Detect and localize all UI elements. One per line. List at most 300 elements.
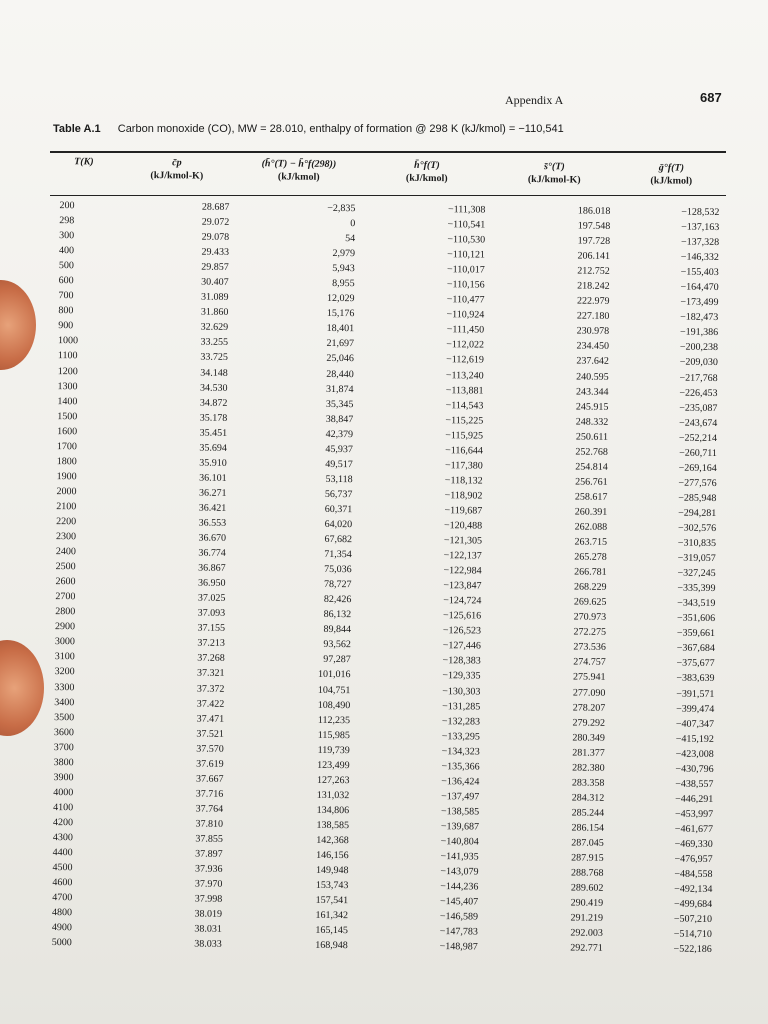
cell-gibbs: −391,571 [676,688,715,700]
cell-enthalpy-formation: −137,497 [441,790,480,803]
cell-enthalpy-formation: −140,804 [440,836,479,848]
cell-enthalpy-formation: −141,935 [440,851,479,863]
cell-temperature: 2200 [56,516,77,528]
cell-cp: 37.716 [195,788,224,800]
cell-enthalpy-change: 21,697 [326,338,355,350]
cell-temperature: 2400 [55,546,76,558]
cell-entropy: 245.915 [575,401,609,413]
cell-entropy: 240.595 [576,371,609,383]
cell-gibbs: −453,997 [674,808,714,820]
cell-gibbs: −319,057 [677,552,716,565]
cell-enthalpy-change: 60,371 [324,503,353,516]
cell-gibbs: −430,796 [675,763,714,775]
cell-enthalpy-change: 161,342 [315,910,349,922]
cell-entropy: 266.781 [574,566,607,578]
cell-enthalpy-change: 45,937 [325,443,353,455]
cell-gibbs: −269,164 [678,462,717,474]
cell-enthalpy-formation: −131,285 [442,700,481,713]
running-head: Appendix A [505,93,564,107]
cell-enthalpy-change: 56,737 [324,488,353,501]
cell-temperature: 5000 [51,937,72,949]
table-caption [53,123,693,135]
cell-temperature: 1400 [57,395,78,407]
cell-enthalpy-formation: −111,450 [446,324,485,336]
cell-entropy: 268.229 [573,581,607,594]
cell-gibbs: −137,163 [681,221,720,234]
cell-temperature: 4400 [52,847,73,859]
cell-gibbs: −399,474 [676,703,715,715]
cell-gibbs: −243,674 [679,417,718,429]
cell-gibbs: −359,661 [676,627,716,640]
cell-cp: 37.521 [196,728,225,740]
cell-enthalpy-change: 168,948 [315,940,348,952]
cell-cp: 29.078 [201,231,230,243]
cell-cp: 37.268 [197,652,225,665]
cell-gibbs: −407,347 [675,718,715,730]
cell-cp: 37.764 [195,803,224,815]
cell-gibbs: −469,330 [674,838,713,850]
cell-enthalpy-change: 49,517 [325,458,353,470]
cell-cp: 36.553 [198,517,227,529]
cell-enthalpy-change: 0 [350,218,356,230]
cell-enthalpy-formation: −145,407 [440,896,479,908]
cell-enthalpy-change: 28,440 [326,368,354,380]
cell-cp: 37.897 [195,848,223,860]
cell-gibbs: −343,519 [677,597,716,610]
cell-gibbs: −191,386 [679,326,719,339]
cell-entropy: 237.642 [576,356,609,368]
cell-gibbs: −164,470 [680,281,719,294]
cell-entropy: 197.728 [577,235,611,247]
cell-enthalpy-formation: −143,079 [440,866,479,878]
finger-top [0,280,36,370]
cell-enthalpy-formation: −117,380 [444,459,483,472]
cell-enthalpy-formation: −119,687 [444,505,483,517]
cell-enthalpy-formation: −147,783 [439,926,478,938]
cell-gibbs: −277,576 [678,477,717,489]
cell-enthalpy-change: 127,263 [316,774,350,786]
cell-temperature: 4100 [53,801,74,814]
col-header-enthalpy-change: (h̄°(T) − h̄°f(298)) (kJ/kmol) [261,158,337,183]
cell-entropy: 254.814 [575,461,608,473]
cell-cp: 29.857 [201,261,229,274]
cell-cp: 37.213 [197,637,225,650]
cell-cp: 38.033 [194,938,222,951]
cell-cp: 37.372 [196,683,225,695]
cell-entropy: 230.978 [576,325,610,338]
cell-entropy: 287.915 [571,852,604,864]
cell-enthalpy-change: 42,379 [325,428,354,440]
cell-temperature: 800 [58,305,74,317]
cell-entropy: 270.973 [573,611,607,624]
cell-enthalpy-formation: −125,616 [442,610,482,622]
cell-cp: 36.271 [198,487,227,499]
cell-entropy: 282.380 [572,762,605,774]
cell-entropy: 291.219 [570,912,604,925]
cell-enthalpy-formation: −132,283 [441,715,481,728]
cell-temperature: 4600 [52,877,73,889]
cell-cp: 35.694 [199,442,227,454]
cell-gibbs: −209,030 [679,357,718,369]
cell-enthalpy-formation: −118,132 [444,475,483,487]
cell-gibbs: −235,087 [679,402,718,414]
cell-cp: 33.255 [200,337,229,349]
cell-enthalpy-formation: −130,303 [442,685,481,698]
cell-cp: 38.031 [194,923,222,936]
cell-temperature: 300 [59,230,75,242]
cell-enthalpy-formation: −112,022 [446,339,485,351]
cell-entropy: 243.344 [575,386,609,398]
cell-enthalpy-formation: −135,366 [441,760,480,773]
cell-entropy: 234.450 [576,340,610,353]
cell-gibbs: −423,008 [675,748,714,760]
cell-cp: 37.970 [194,878,223,890]
cell-cp: 37.321 [197,668,225,680]
cell-gibbs: −335,399 [677,582,716,595]
cell-temperature: 600 [58,275,74,287]
cell-cp: 37.667 [195,773,224,785]
cell-cp: 37.936 [194,863,223,875]
cell-enthalpy-change: 93,562 [323,639,351,651]
cell-entropy: 284.312 [571,792,605,804]
cell-enthalpy-formation: −120,488 [443,520,483,532]
cell-cp: 37.810 [195,818,224,830]
table-top-rule [50,151,726,153]
cell-cp: 37.471 [196,713,225,725]
cell-gibbs: −310,835 [677,537,717,550]
cell-gibbs: −446,291 [675,793,714,805]
cell-cp: 28.687 [201,201,230,213]
cell-temperature: 2600 [55,576,76,588]
cell-enthalpy-change: 153,743 [315,879,349,892]
cell-entropy: 289.602 [570,882,604,894]
cell-temperature: 3300 [54,681,75,693]
cell-entropy: 206.141 [577,250,611,263]
cell-temperature: 2500 [55,561,76,573]
cell-gibbs: −522,186 [673,943,712,956]
cell-enthalpy-change: 115,985 [317,729,350,741]
cell-gibbs: −302,576 [677,522,717,534]
cell-entropy: 186.018 [577,205,611,217]
cell-entropy: 283.358 [571,777,605,789]
cell-enthalpy-formation: −133,295 [441,730,480,743]
cell-temperature: 2300 [55,531,77,543]
cell-cp: 37.025 [197,592,226,605]
cell-temperature: 3000 [54,636,75,648]
cell-enthalpy-change: 12,029 [326,293,355,305]
cell-entropy: 279.292 [572,717,606,729]
cell-enthalpy-change: 25,046 [326,353,354,365]
cell-cp: 36.101 [199,472,227,484]
cell-entropy: 280.349 [572,732,605,744]
cell-entropy: 269.625 [573,596,607,609]
cell-enthalpy-change: 123,499 [317,759,350,771]
cell-gibbs: −200,238 [679,342,719,354]
cell-enthalpy-change: 64,020 [324,518,353,531]
cell-enthalpy-formation: −134,323 [441,745,480,758]
cell-entropy: 287.045 [571,837,604,849]
cell-cp: 37.998 [194,893,223,906]
cell-gibbs: −461,677 [674,823,714,835]
cell-gibbs: −383,639 [676,673,715,685]
cell-temperature: 4000 [53,786,74,799]
cell-temperature: 1900 [56,470,77,483]
cell-enthalpy-formation: −138,585 [440,806,480,818]
cell-enthalpy-formation: −110,017 [446,264,485,276]
cell-entropy: 277.090 [572,687,606,699]
cell-entropy: 248.332 [575,416,609,428]
cell-enthalpy-change: 54 [345,233,356,245]
cell-gibbs: −375,677 [676,658,715,670]
cell-entropy: 260.391 [574,506,608,518]
cell-gibbs: −351,606 [676,612,716,625]
cell-temperature: 1300 [57,380,78,392]
cell-entropy: 258.617 [574,491,608,503]
col-header-gibbs: ḡ°f(T) (kJ/kmol) [650,162,693,187]
cell-enthalpy-formation: −126,523 [442,625,482,637]
cell-gibbs: −260,711 [679,447,717,459]
cell-cp: 37.619 [196,758,224,770]
cell-temperature: 298 [59,215,75,227]
cell-enthalpy-formation: −113,240 [445,369,484,382]
cell-cp: 36.670 [198,532,227,544]
table-header-row [50,155,726,202]
cell-enthalpy-change: 8,955 [332,278,355,290]
cell-cp: 36.950 [197,577,226,590]
cell-entropy: 285.244 [571,807,605,819]
cell-cp: 37.093 [197,607,226,620]
cell-gibbs: −226,453 [679,387,718,399]
cell-entropy: 292.003 [570,927,603,940]
cell-cp: 32.629 [200,321,229,334]
cell-cp: 35.910 [199,457,227,469]
cell-temperature: 1500 [57,410,78,422]
cell-enthalpy-change: 165,145 [315,925,348,937]
cell-cp: 34.148 [200,367,228,379]
cell-enthalpy-change: 149,948 [315,864,349,877]
cell-temperature: 4300 [52,832,73,844]
cell-cp: 35.451 [199,427,228,439]
cell-enthalpy-change: 35,345 [325,398,354,410]
cell-enthalpy-formation: −128,383 [442,655,481,667]
cell-temperature: 3800 [53,756,74,769]
table-caption-text: Carbon monoxide (CO), MW = 28.010, enthalpy of formation @ 298 K (kJ/kmol) = −110,541 [117,123,564,135]
cell-gibbs: −327,245 [677,567,716,580]
cell-gibbs: −484,558 [674,868,713,881]
cell-enthalpy-change: 18,401 [326,323,355,335]
cell-enthalpy-change: 119,739 [317,744,350,756]
cell-entropy: 272.275 [573,626,607,639]
cell-cp: 31.089 [200,291,229,304]
cell-temperature: 1600 [57,425,78,438]
cell-gibbs: −137,328 [680,236,720,249]
thermo-table [42,155,726,957]
cell-temperature: 3500 [54,711,75,723]
cell-enthalpy-formation: −144,236 [440,881,479,893]
cell-enthalpy-formation: −122,137 [443,550,482,562]
cell-entropy: 222.979 [576,295,610,308]
cell-temperature: 400 [58,245,75,257]
cell-enthalpy-formation: −129,335 [442,670,481,683]
cell-enthalpy-change: 131,032 [316,789,350,802]
cell-entropy: 275.941 [572,671,606,684]
cell-entropy: 227.180 [576,310,610,323]
cell-enthalpy-formation: −110,541 [447,219,486,231]
cell-enthalpy-formation: −110,477 [446,294,485,306]
cell-entropy: 290.419 [570,897,604,910]
cell-entropy: 263.715 [574,536,608,548]
cell-temperature: 3900 [53,771,74,784]
cell-enthalpy-formation: −116,644 [445,444,483,457]
cell-entropy: 278.207 [572,702,606,714]
cell-gibbs: −438,557 [675,778,714,790]
cell-gibbs: −217,768 [679,372,718,384]
cell-enthalpy-change: 97,287 [323,654,351,666]
cell-cp: 36.867 [198,562,226,575]
cell-gibbs: −173,499 [680,296,719,309]
cell-enthalpy-change: 53,118 [325,473,353,486]
cell-entropy: 265.278 [574,551,607,563]
cell-enthalpy-change: 38,847 [325,413,354,425]
page-number: 687 [700,90,722,105]
cell-cp: 37.155 [197,622,226,635]
col-header-temperature: T(K) [74,156,94,168]
cell-enthalpy-change: 138,585 [316,819,350,832]
table-container [42,155,726,957]
cell-entropy: 281.377 [572,747,605,759]
cell-gibbs: −367,684 [676,642,715,655]
cell-temperature: 1200 [57,365,78,377]
cell-temperature: 2000 [56,485,77,498]
cell-temperature: 200 [59,200,75,212]
cell-temperature: 2800 [55,606,76,618]
col-header-cp: c̄p (kJ/kmol-K) [150,157,204,182]
cell-enthalpy-formation: −110,924 [446,309,485,321]
cell-enthalpy-change: 5,943 [332,263,355,275]
cell-temperature: 1000 [57,335,79,347]
cell-temperature: 2900 [55,621,76,633]
cell-cp: 31.860 [200,306,229,319]
cell-enthalpy-formation: −136,424 [441,775,480,788]
cell-enthalpy-change: 71,354 [324,548,352,561]
cell-temperature: 3400 [54,696,75,708]
cell-enthalpy-change: 142,368 [316,834,349,847]
cell-cp: 34.530 [200,382,228,394]
cell-gibbs: −476,957 [674,853,713,866]
cell-cp: 29.433 [201,246,230,259]
cell-temperature: 3700 [53,741,74,753]
cell-entropy: 262.088 [574,521,608,533]
cell-entropy: 256.761 [575,476,608,488]
cell-temperature: 3200 [54,666,75,678]
cell-temperature: 1800 [56,455,77,468]
cell-temperature: 4500 [52,862,73,874]
cell-enthalpy-formation: −111,308 [447,204,486,216]
cell-enthalpy-formation: −118,902 [444,490,483,502]
cell-cp: 35.178 [199,412,228,424]
cell-temperature: 500 [58,260,74,272]
cell-temperature: 4800 [52,907,73,919]
table-label: Table A.1 [53,123,101,135]
cell-entropy: 273.536 [573,641,606,654]
cell-enthalpy-formation: −122,984 [443,565,482,577]
cell-cp: 37.422 [196,698,225,710]
cell-enthalpy-formation: −139,687 [440,821,480,833]
cell-enthalpy-formation: −115,225 [445,414,484,427]
cell-entropy: 212.752 [577,265,610,278]
cell-enthalpy-change: 112,235 [317,714,351,726]
cell-enthalpy-formation: −127,446 [442,640,481,652]
cell-temperature: 3100 [54,651,75,663]
cell-cp: 34.872 [199,397,228,409]
cell-enthalpy-change: 86,132 [323,609,352,621]
cell-enthalpy-change: 67,682 [324,533,353,546]
cell-entropy: 250.611 [575,431,609,443]
cell-cp: 37.855 [195,833,223,845]
cell-entropy: 286.154 [571,822,605,834]
cell-enthalpy-change: 82,426 [323,594,352,606]
cell-enthalpy-formation: −113,881 [445,384,484,397]
cell-entropy: 218.242 [577,280,610,293]
cell-enthalpy-change: 15,176 [326,308,355,320]
col-header-entropy: s̄°(T) (kJ/kmol-K) [527,161,581,186]
cell-temperature: 3600 [53,726,75,738]
cell-temperature: 4200 [52,817,74,829]
cell-temperature: 4700 [52,892,73,904]
cell-cp: 30.407 [201,276,229,289]
cell-temperature: 4900 [51,922,72,934]
cell-gibbs: −507,210 [673,913,713,926]
cell-temperature: 2100 [56,501,77,513]
cell-enthalpy-formation: −115,925 [445,429,484,442]
cell-gibbs: −499,684 [673,898,713,911]
cell-cp: 37.570 [196,743,224,755]
cell-cp: 29.072 [201,216,230,228]
cell-gibbs: −128,532 [681,206,720,219]
cell-gibbs: −415,192 [675,733,714,745]
cell-temperature: 700 [58,290,74,302]
cell-cp: 33.725 [200,352,228,364]
cell-entropy: 288.768 [570,867,604,879]
cell-enthalpy-formation: −148,987 [439,941,478,953]
cell-temperature: 1100 [57,350,78,362]
cell-entropy: 292.771 [570,942,603,955]
cell-enthalpy-change: 108,490 [317,699,351,711]
cell-enthalpy-change: 104,751 [317,684,351,696]
cell-entropy: 252.768 [575,446,608,458]
cell-enthalpy-change: 75,036 [324,564,352,576]
cell-gibbs: −155,403 [680,266,719,279]
cell-enthalpy-change: 134,806 [316,804,350,817]
cell-temperature: 900 [58,320,74,332]
cell-temperature: 2700 [55,591,76,603]
cell-enthalpy-change: 78,727 [323,579,352,591]
cell-enthalpy-change: 101,016 [318,669,351,681]
col-header-enthalpy-formation: h̄°f(T) (kJ/kmol) [405,159,448,185]
cell-gibbs: −285,948 [678,492,717,504]
table-body [42,195,726,957]
cell-cp: 36.421 [198,502,227,514]
cell-entropy: 197.548 [577,220,611,232]
cell-gibbs: −294,281 [678,507,717,519]
cell-enthalpy-formation: −110,156 [446,279,485,291]
cell-enthalpy-change: −2,835 [327,202,356,215]
cell-enthalpy-change: 31,874 [326,383,354,395]
cell-enthalpy-change: 2,979 [332,248,356,260]
cell-gibbs: −514,710 [673,928,712,941]
cell-gibbs: −182,473 [680,311,719,324]
cell-enthalpy-formation: −124,724 [443,595,482,607]
